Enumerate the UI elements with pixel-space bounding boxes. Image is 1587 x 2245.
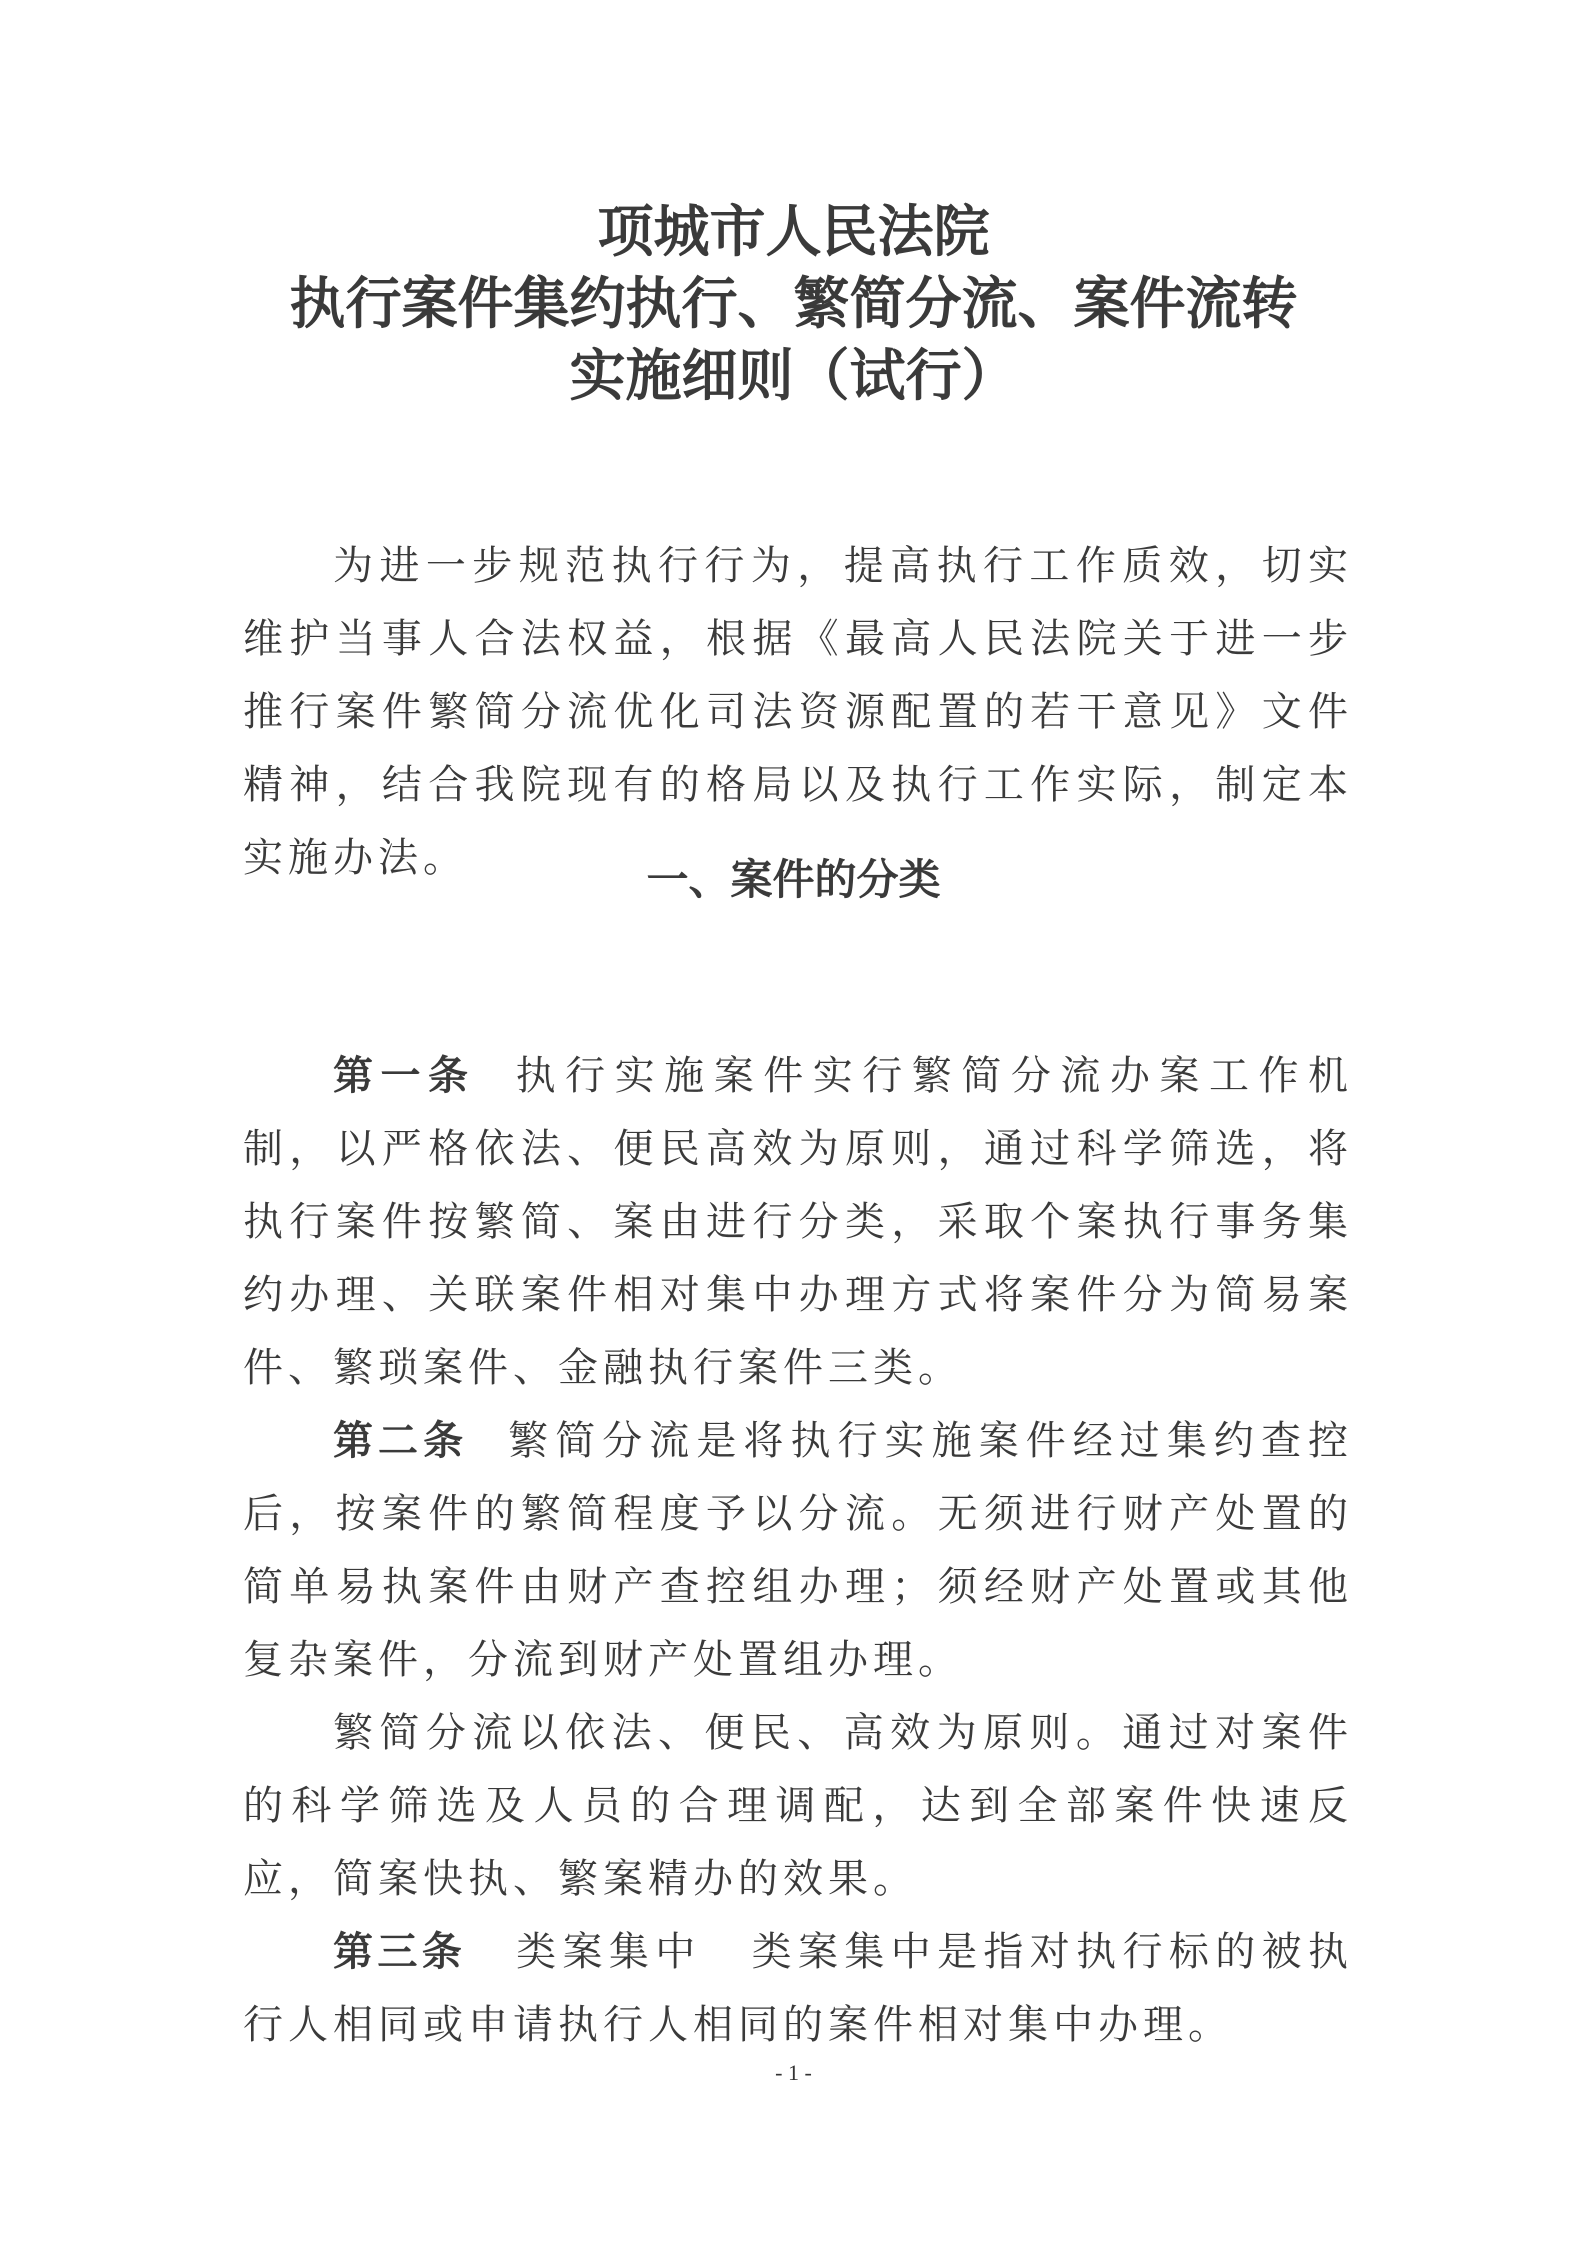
- document-title-line-3: 实施细则（试行）: [569, 343, 1018, 409]
- article-2: [243, 1405, 1353, 1697]
- article-3-subtitle: 类案集中: [516, 1929, 702, 1975]
- article-2-paragraph-2: 繁简分流以依法、便民、高效为原则。通过对案件的科学筛选及人员的合理调配，达到全部案件快速反应，简案快执、繁案精办的效果。: [243, 1710, 1353, 1902]
- section-heading: 一、案件的分类: [646, 855, 941, 904]
- intro-paragraph: 为进一步规范执行行为，提高执行工作质效，切实维护当事人合法权益，根据《最高人民法院关于进一步推行案件繁简分流优化司法资源配置的若干意见》文件精神，结合我院现有的格局以及执行工作实际，制定本实施办法。: [243, 543, 1353, 881]
- page-number: - 1 -: [775, 2060, 812, 2085]
- article-2-text: 繁简分流是将执行实施案件经过集约查控后，按案件的繁简程度予以分流。无须进行财产处置的简单易执案件由财产查控组办理；须经财产处置或其他复杂案件，分流到财产处置组办理。: [243, 1418, 1354, 1683]
- document-title-line-2: 执行案件集约执行、繁简分流、案件流转: [289, 271, 1298, 337]
- article-3-label: 第三条: [333, 1929, 467, 1975]
- article-2-label: 第二条: [333, 1418, 469, 1464]
- article-1-text: 执行实施案件实行繁简分流办案工作机制，以严格依法、便民高效为原则，通过科学筛选，将执行案件按繁简、案由进行分类，采取个案执行事务集约办理、关联案件相对集中办理方式将案件分为简易案件、繁琐案件、金融执行案件三类。: [243, 1053, 1354, 1391]
- article-3-text: 类案集中是指对执行标的被执行人相同或申请执行人相同的案件相对集中办理。: [243, 1929, 1354, 2048]
- article-1: [243, 1040, 1353, 1405]
- document-title-line-1: 项城市人民法院: [597, 199, 990, 265]
- article-3: [243, 1916, 1353, 2062]
- article-1-label: 第一条: [333, 1053, 476, 1099]
